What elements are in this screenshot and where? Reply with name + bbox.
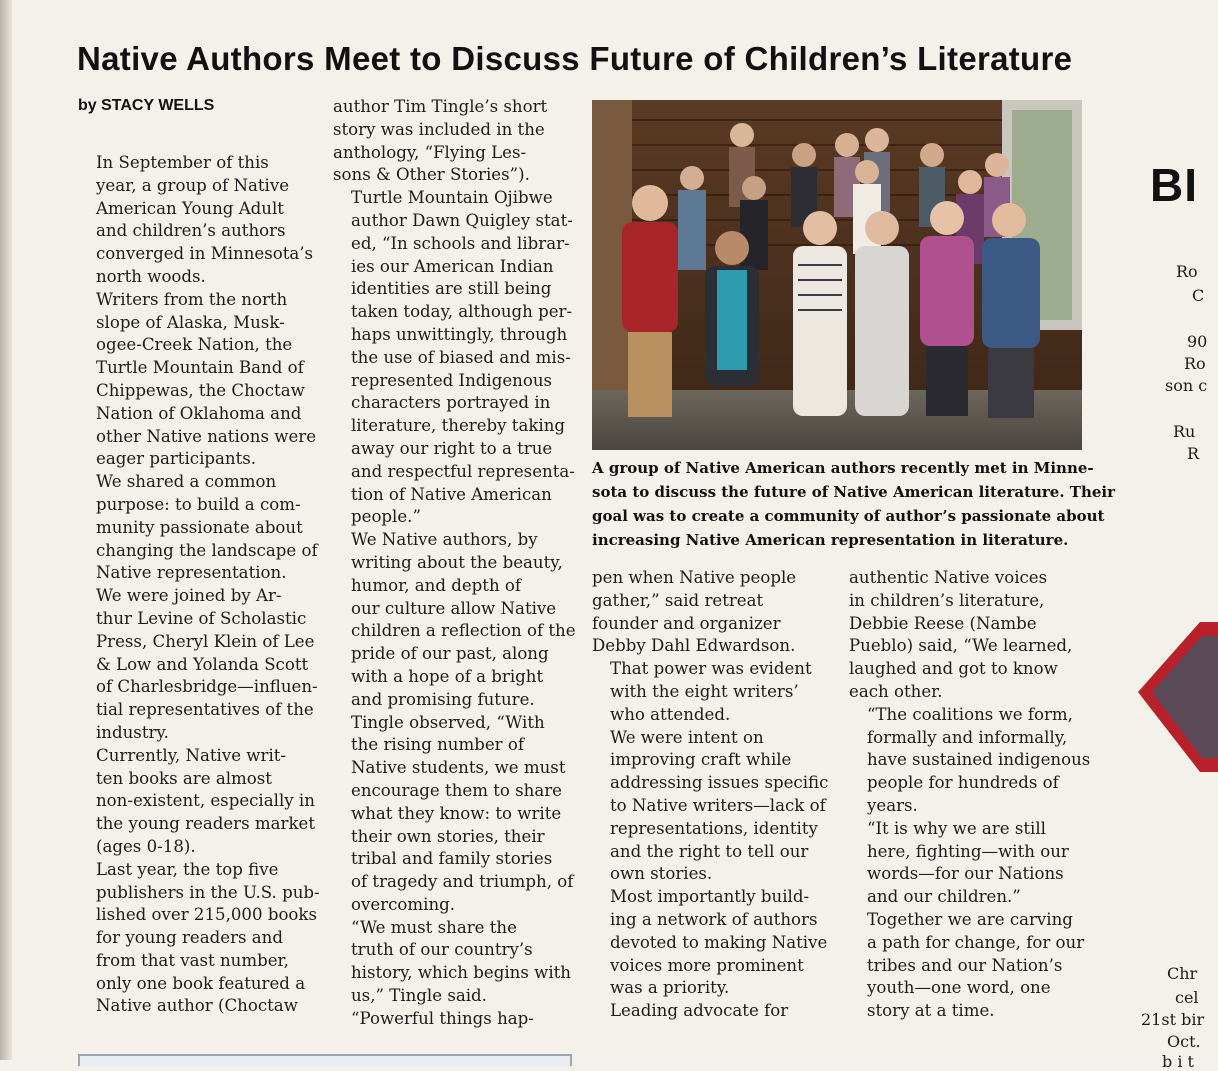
- paragraph: [592, 1000, 832, 1023]
- text-line: purpose: to build a com-: [96, 494, 301, 514]
- text-line: ogee-Creek Nation, the: [96, 335, 293, 355]
- paragraph: [592, 727, 832, 887]
- text-line: formally and informally,: [867, 727, 1068, 747]
- caption-line: increasing Native American representation in literature.: [592, 531, 1069, 549]
- text-line: & Low and Yolanda Scott: [96, 654, 309, 674]
- text-line: away our right to a true: [351, 438, 553, 458]
- text-line: and our children.”: [867, 887, 1021, 907]
- text-line: each other.: [849, 681, 943, 701]
- text-line: Tingle observed, “With: [351, 712, 545, 732]
- text-line: Currently, Native writ-: [96, 745, 287, 765]
- sidebar-heading: BI: [1150, 159, 1198, 211]
- paragraph: [849, 704, 1094, 818]
- text-line: Press, Cheryl Klein of Lee: [96, 631, 315, 651]
- paragraph: [333, 712, 578, 917]
- text-line: and children’s authors: [96, 221, 286, 241]
- text-line: who attended.: [610, 704, 731, 724]
- text-line: our culture allow Native: [351, 598, 557, 618]
- text-line: children a reflection of the: [351, 621, 576, 641]
- text-line: only one book featured a: [96, 973, 306, 993]
- text-line: Native students, we must: [351, 758, 566, 778]
- article-column-2: [333, 96, 578, 1031]
- text-line: changing the landscape of: [96, 540, 318, 560]
- text-line: words—for our Nations: [867, 864, 1064, 884]
- text-line: We Native authors, by: [351, 530, 538, 550]
- text-line: characters portrayed in: [351, 393, 551, 413]
- text-line: represented Indigenous: [351, 370, 553, 390]
- caption-line: A group of Native American authors recently met in Minne-: [592, 459, 1094, 477]
- text-line: We shared a common: [96, 472, 277, 492]
- group-photo: [592, 100, 1082, 450]
- text-line: taken today, although per-: [351, 302, 573, 322]
- text-line: have sustained indigenous: [867, 750, 1091, 770]
- text-line: eager participants.: [96, 449, 257, 469]
- text-line: devoted to making Native: [610, 932, 828, 952]
- text-line: us,” Tingle said.: [351, 986, 487, 1006]
- paragraph: [78, 745, 318, 859]
- text-line: representations, identity: [610, 818, 818, 838]
- text-line: author Dawn Quigley stat-: [351, 210, 573, 230]
- text-line: for young readers and: [96, 928, 283, 948]
- text-line: addressing issues specific: [610, 773, 829, 793]
- text-line: writing about the beauty,: [351, 552, 563, 572]
- text-line: Turtle Mountain Band of: [96, 358, 304, 378]
- text-line: ed, “In schools and librar-: [351, 233, 570, 253]
- sidebar-fragment: 90: [1187, 332, 1208, 351]
- text-line: story was included in the: [333, 119, 545, 139]
- article-column-4: [849, 567, 1094, 1023]
- text-line: ten books are almost: [96, 768, 272, 788]
- text-line: to Native writers—lack of: [610, 795, 826, 815]
- article-column-1: [78, 152, 318, 1018]
- text-line: tion of Native American: [351, 484, 552, 504]
- paragraph: [333, 187, 578, 529]
- text-line: tial representatives of the: [96, 700, 314, 720]
- text-line: pen when Native people: [592, 568, 797, 587]
- text-line: publishers in the U.S. pub-: [96, 882, 320, 902]
- text-line: “It is why we are still: [867, 818, 1046, 838]
- text-line: Leading advocate for: [610, 1001, 789, 1021]
- text-line: identities are still being: [351, 279, 552, 299]
- text-line: voices more prominent: [610, 955, 804, 975]
- text-line: anthology, “Flying Les-: [333, 142, 527, 162]
- text-line: Writers from the north: [96, 289, 288, 309]
- paragraph: [333, 917, 578, 1008]
- text-line: authentic Native voices: [849, 568, 1048, 587]
- text-line: industry.: [96, 722, 169, 742]
- sidebar-graphic: [1138, 622, 1218, 772]
- text-line: and the right to tell our: [610, 841, 809, 861]
- text-line: We were joined by Ar-: [96, 586, 282, 606]
- paragraph: [78, 585, 318, 745]
- text-line: munity passionate about: [96, 517, 303, 537]
- sidebar-fragment: Ru: [1173, 422, 1196, 441]
- text-line: tribal and family stories: [351, 849, 553, 869]
- paragraph: [849, 909, 1094, 1023]
- text-line: encourage them to share: [351, 780, 562, 800]
- text-line: other Native nations were: [96, 426, 317, 446]
- paragraph: [78, 289, 318, 471]
- text-line: ies our American Indian: [351, 256, 554, 276]
- sidebar-fragment: son c: [1165, 376, 1208, 395]
- sidebar-fragment: 21st bir: [1141, 1010, 1205, 1029]
- caption-line: goal was to create a community of author’s passionate about: [592, 507, 1105, 525]
- text-line: history, which begins with: [351, 963, 571, 983]
- text-line: of tragedy and triumph, of: [351, 872, 574, 892]
- sidebar-fragment: b i t: [1162, 1052, 1194, 1071]
- text-line: truth of our country’s: [351, 940, 533, 960]
- sidebar-fragment: Oct.: [1167, 1032, 1201, 1051]
- text-line: Chippewas, the Choctaw: [96, 380, 305, 400]
- text-line: “We must share the: [351, 917, 517, 937]
- text-line: In September of this: [96, 153, 269, 172]
- text-line: Turtle Mountain Ojibwe: [351, 188, 553, 208]
- text-line: people for hundreds of: [867, 773, 1059, 793]
- text-line: youth—one word, one: [867, 978, 1051, 998]
- text-line: Pueblo) said, “We learned,: [849, 636, 1073, 656]
- text-line: humor, and depth of: [351, 575, 522, 595]
- sidebar-fragment: R: [1187, 444, 1200, 463]
- text-line: thur Levine of Scholastic: [96, 608, 307, 628]
- text-line: and respectful representa-: [351, 461, 575, 481]
- page-edge: [0, 0, 12, 1060]
- text-line: here, fighting—with our: [867, 841, 1069, 861]
- text-line: year, a group of Native: [96, 175, 290, 195]
- next-article-box: [78, 1054, 572, 1066]
- text-line: literature, thereby taking: [351, 416, 566, 436]
- text-line: laughed and got to know: [849, 659, 1058, 679]
- text-line: founder and organizer: [592, 613, 781, 633]
- paragraph: [78, 859, 318, 1019]
- paragraph: [78, 471, 318, 585]
- text-line: a path for change, for our: [867, 932, 1085, 952]
- paragraph: [849, 567, 1094, 704]
- text-line: haps unwittingly, through: [351, 324, 568, 344]
- text-line: “Powerful things hap-: [351, 1008, 534, 1028]
- sidebar-fragment: cel: [1175, 988, 1199, 1007]
- text-line: and promising future.: [351, 689, 535, 709]
- text-line: Most importantly build-: [610, 887, 810, 907]
- text-line: the young readers market: [96, 814, 316, 834]
- text-line: gather,” said retreat: [592, 590, 764, 610]
- text-line: north woods.: [96, 266, 206, 286]
- text-line: Debbie Reese (Nambe: [849, 613, 1037, 633]
- text-line: improving craft while: [610, 750, 792, 770]
- text-line: sons & Other Stories”).: [333, 165, 530, 185]
- text-line: Together we are carving: [867, 909, 1073, 929]
- text-line: in children’s literature,: [849, 590, 1045, 610]
- text-line: tribes and our Nation’s: [867, 955, 1063, 975]
- paragraph: [849, 818, 1094, 909]
- text-line: with a hope of a bright: [351, 666, 544, 686]
- article-column-3: [592, 567, 832, 1023]
- text-line: was a priority.: [610, 978, 730, 998]
- sidebar-fragment: Chr: [1167, 964, 1198, 983]
- text-line: That power was evident: [610, 659, 812, 679]
- paragraph: [592, 658, 832, 726]
- text-line: “The coalitions we form,: [867, 704, 1073, 724]
- text-line: lished over 215,000 books: [96, 905, 317, 925]
- sidebar-fragment: C: [1192, 286, 1205, 305]
- text-line: American Young Adult: [96, 198, 284, 218]
- text-line: Debby Dahl Edwardson.: [592, 636, 796, 656]
- text-line: of Charlesbridge—influen-: [96, 677, 318, 697]
- text-line: Native representation.: [96, 563, 287, 583]
- photo-caption: [592, 456, 1116, 552]
- paragraph: [78, 152, 318, 289]
- text-line: Native author (Choctaw: [96, 996, 298, 1016]
- text-line: the rising number of: [351, 735, 524, 755]
- text-line: from that vast number,: [96, 950, 289, 970]
- text-line: pride of our past, along: [351, 644, 549, 664]
- text-line: what they know: to write: [351, 803, 562, 823]
- text-line: (ages 0-18).: [96, 836, 196, 856]
- sidebar-fragment: Ro: [1184, 354, 1206, 373]
- paragraph: [592, 886, 832, 1000]
- caption-line: sota to discuss the future of Native American literature. Their: [592, 483, 1116, 501]
- text-line: people.”: [351, 507, 421, 527]
- text-line: story at a time.: [867, 1001, 995, 1021]
- text-line: non-existent, especially in: [96, 791, 315, 811]
- paragraph: [592, 567, 832, 658]
- paragraph: [333, 96, 578, 187]
- byline: by STACY WELLS: [78, 97, 215, 114]
- text-line: years.: [867, 795, 918, 815]
- text-line: Last year, the top five: [96, 859, 279, 879]
- text-line: their own stories, their: [351, 826, 545, 846]
- text-line: converged in Minnesota’s: [96, 244, 314, 264]
- text-line: Nation of Oklahoma and: [96, 403, 302, 423]
- text-line: slope of Alaska, Musk-: [96, 312, 285, 332]
- text-line: We were intent on: [610, 727, 764, 747]
- sidebar-fragment: Ro: [1176, 262, 1198, 281]
- text-line: ing a network of authors: [610, 909, 818, 929]
- paragraph: [333, 529, 578, 711]
- text-line: overcoming.: [351, 894, 456, 914]
- text-line: the use of biased and mis-: [351, 347, 571, 367]
- article-headline: Native Authors Meet to Discuss Future of Children’s Literature: [77, 40, 1073, 77]
- text-line: with the eight writers’: [610, 681, 799, 701]
- text-line: own stories.: [610, 864, 713, 884]
- paragraph: [333, 1008, 578, 1031]
- text-line: author Tim Tingle’s short: [333, 97, 548, 116]
